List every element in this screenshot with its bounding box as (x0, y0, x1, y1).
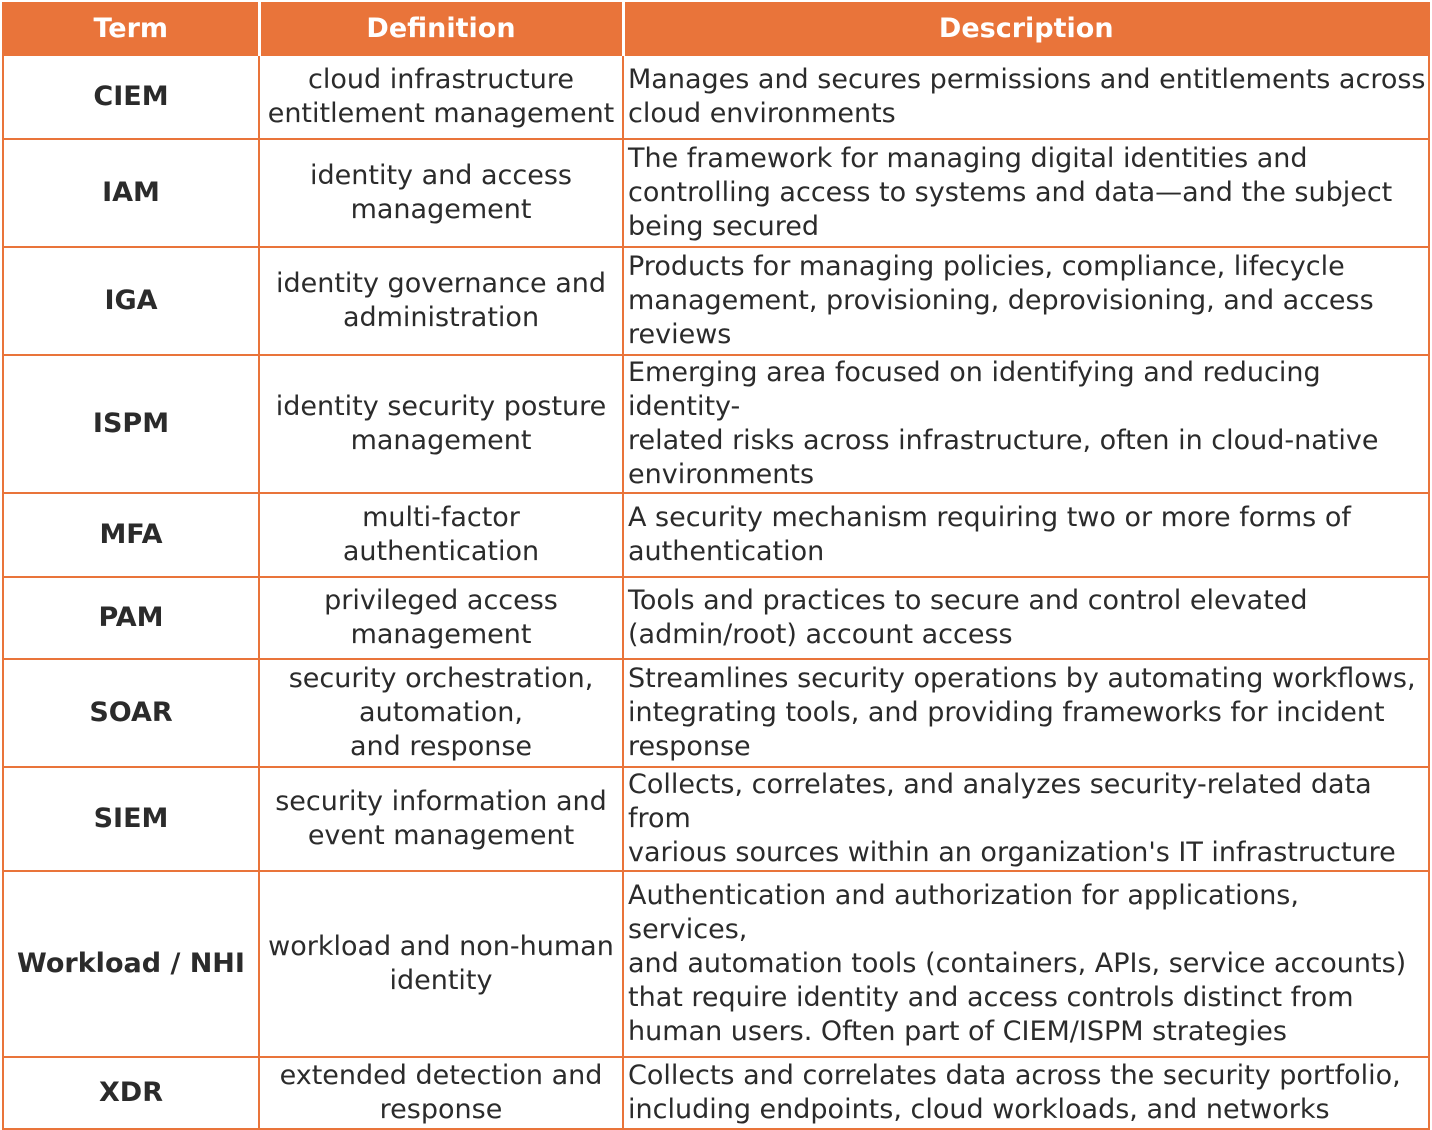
header-description: Description (623, 2, 1429, 55)
definition-cell: workload and non-human identity (259, 871, 623, 1057)
definition-cell: multi-factor authentication (259, 493, 623, 577)
table-row (3, 493, 1429, 577)
header-definition: Definition (259, 2, 623, 55)
definition-cell: privileged access management (259, 577, 623, 659)
table-row (3, 659, 1429, 767)
description-cell: Emerging area focused on identifying and reducing identity- related risks across infrastructure, often in cloud-native environments (623, 355, 1429, 493)
table-row (3, 55, 1429, 139)
table-row (3, 577, 1429, 659)
description-cell: Streamlines security operations by automating workflows, integrating tools, and providing frameworks for incident response (623, 659, 1429, 767)
term-cell: Workload / NHI (3, 871, 259, 1057)
term-cell: PAM (3, 577, 259, 659)
header-term: Term (3, 2, 259, 55)
term-cell: SOAR (3, 659, 259, 767)
description-cell: A security mechanism requiring two or more forms of authentication (623, 493, 1429, 577)
definition-cell: identity governance and administration (259, 247, 623, 355)
table-row (3, 139, 1429, 247)
table-header (3, 2, 1429, 55)
term-cell: XDR (3, 1057, 259, 1129)
definition-cell: security information and event management (259, 767, 623, 871)
description-cell: Collects, correlates, and analyzes security-related data from various sources within an organization's IT infrastructure (623, 767, 1429, 871)
description-cell: Tools and practices to secure and control elevated (admin/root) account access (623, 577, 1429, 659)
term-cell: ISPM (3, 355, 259, 493)
term-cell: MFA (3, 493, 259, 577)
table-row (3, 355, 1429, 493)
table-row (3, 1057, 1429, 1129)
table-row (3, 247, 1429, 355)
table-row (3, 767, 1429, 871)
definition-cell: extended detection and response (259, 1057, 623, 1129)
definition-cell: cloud infrastructure entitlement management (259, 55, 623, 139)
definition-cell: security orchestration, automation, and response (259, 659, 623, 767)
description-cell: Products for managing policies, compliance, lifecycle management, provisioning, deprovisioning, and access reviews (623, 247, 1429, 355)
description-cell: Collects and correlates data across the security portfolio, including endpoints, cloud workloads, and networks (623, 1057, 1429, 1129)
definition-cell: identity security posture management (259, 355, 623, 493)
glossary-table (2, 2, 1430, 1130)
table-body (3, 55, 1429, 1129)
term-cell: SIEM (3, 767, 259, 871)
term-cell: IGA (3, 247, 259, 355)
description-cell: Authentication and authorization for applications, services, and automation tools (containers, APIs, service accounts) that require identity and access controls distinct from human users. Often part of CIEM/ISPM strategies (623, 871, 1429, 1057)
definition-cell: identity and access management (259, 139, 623, 247)
header-row (3, 2, 1429, 55)
term-cell: IAM (3, 139, 259, 247)
term-cell: CIEM (3, 55, 259, 139)
description-cell: The framework for managing digital identities and controlling access to systems and data—and the subject being secured (623, 139, 1429, 247)
table-row (3, 871, 1429, 1057)
description-cell: Manages and secures permissions and entitlements across cloud environments (623, 55, 1429, 139)
